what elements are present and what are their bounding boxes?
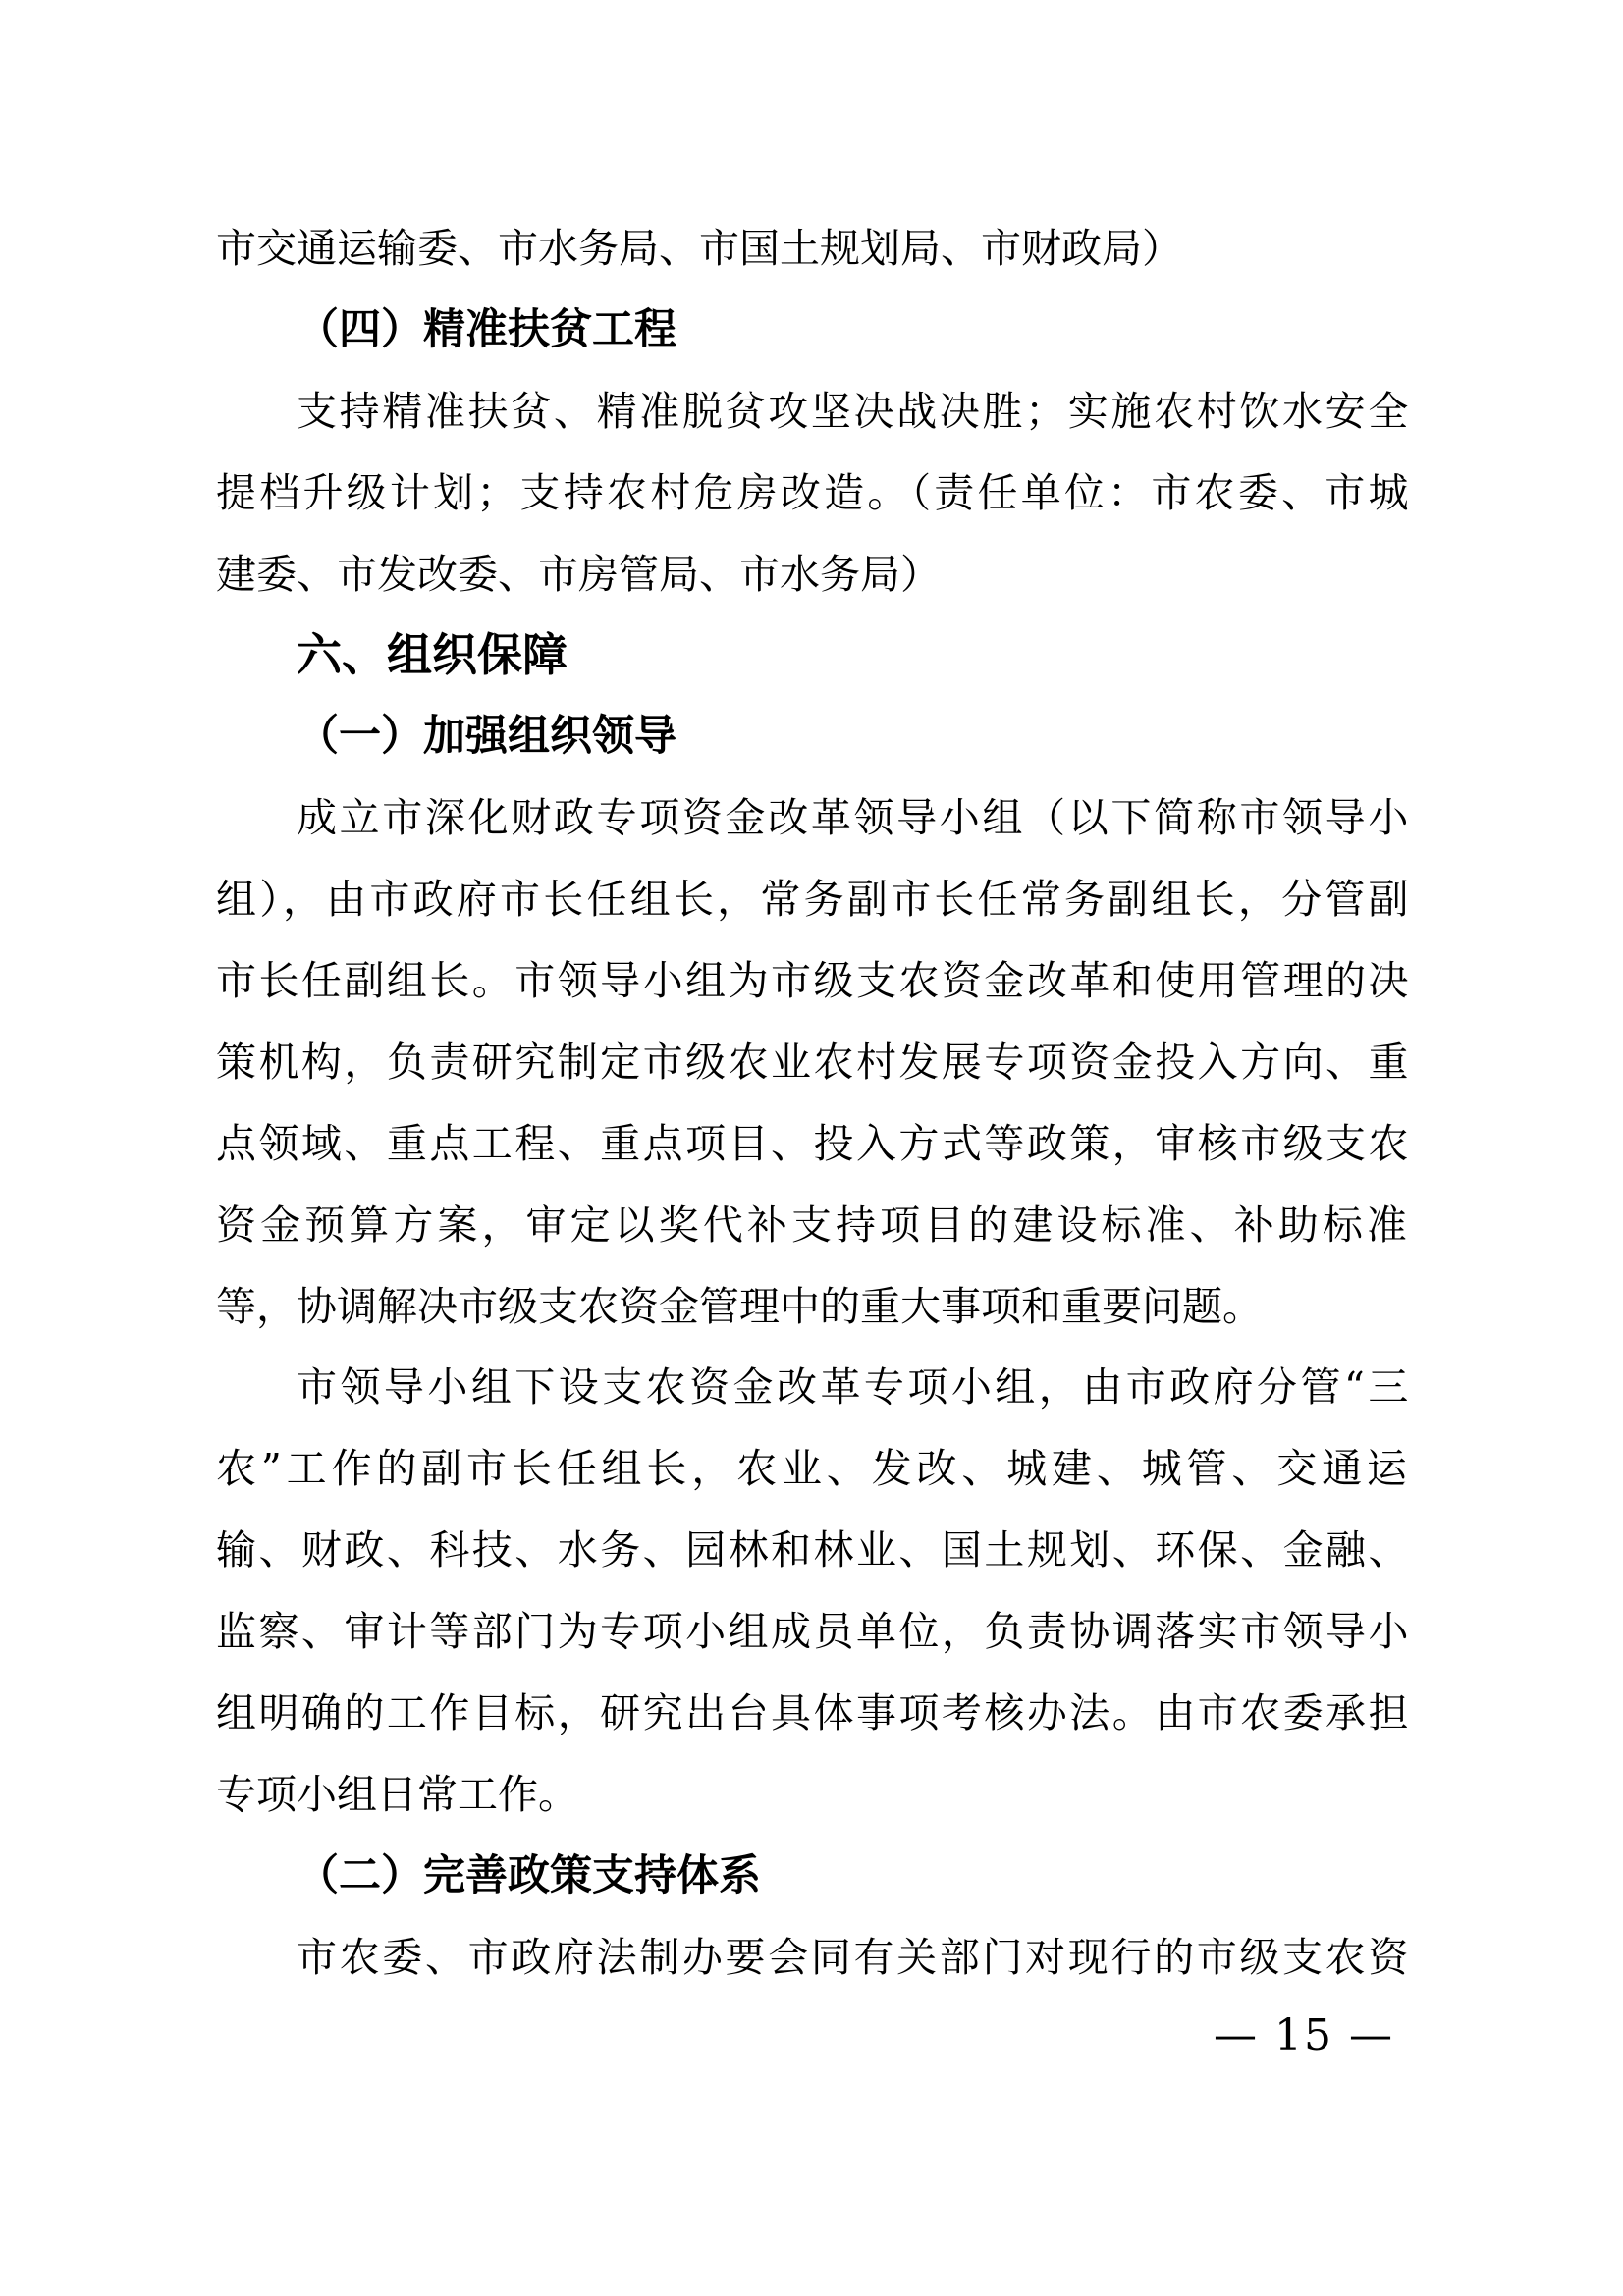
text-line: 资金预算方案，审定以奖代补支持项目的建设标准、补助标准 (216, 1201, 1411, 1249)
text-line: 六、组织保障 (297, 628, 568, 682)
document-body (216, 208, 1411, 1999)
text-line: 专项小组日常工作。 (216, 1770, 578, 1818)
text-line: 组明确的工作目标，研究出台具体事项考核办法。由市农委承担 (216, 1689, 1411, 1737)
text-line: 组），由市政府市长任组长，常务副市长任常务副组长，分管副 (216, 876, 1411, 924)
text-line: 监察、审计等部门为专项小组成员单位，负责协调落实市领导小 (216, 1608, 1411, 1656)
text-line: 提档升级计划；支持农村危房改造。（责任单位：市农委、市城 (216, 468, 1411, 516)
page-number: — 15 — (1214, 2010, 1394, 2060)
text-line: 农”工作的副市长任组长，农业、发改、城建、城管、交通运 (216, 1445, 1411, 1493)
text-line: 点领域、重点工程、重点项目、投入方式等政策，审核市级支农 (216, 1119, 1411, 1167)
text-line: 等，协调解决市级支农资金管理中的重大事项和重要问题。 (216, 1282, 1263, 1330)
text-line: 市农委、市政府法制办要会同有关部门对现行的市级支农资 (297, 1933, 1411, 1981)
text-line: 输、财政、科技、水务、园林和林业、国土规划、环保、金融、 (216, 1526, 1411, 1575)
text-line: 市长任副组长。市领导小组为市级支农资金改革和使用管理的决 (216, 957, 1411, 1005)
text-line: 建委、市发改委、市房管局、市水务局） (216, 550, 941, 598)
text-line: 策机构，负责研究制定市级农业农村发展专项资金投入方向、重 (216, 1038, 1411, 1086)
text-line: 支持精准扶贫、精准脱贫攻坚决战决胜；实施农村饮水安全 (297, 387, 1411, 435)
text-line: 市领导小组下设支农资金改革专项小组，由市政府分管“三 (297, 1363, 1411, 1412)
text-line: 市交通运输委、市水务局、市国土规划局、市财政局） (216, 225, 1182, 272)
text-line: （一）加强组织领导 (297, 712, 676, 762)
text-line: （二）完善政策支持体系 (297, 1850, 761, 1900)
text-line: 成立市深化财政专项资金改革领导小组（以下简称市领导小 (297, 794, 1411, 842)
text-line: （四）精准扶贫工程 (297, 304, 676, 354)
